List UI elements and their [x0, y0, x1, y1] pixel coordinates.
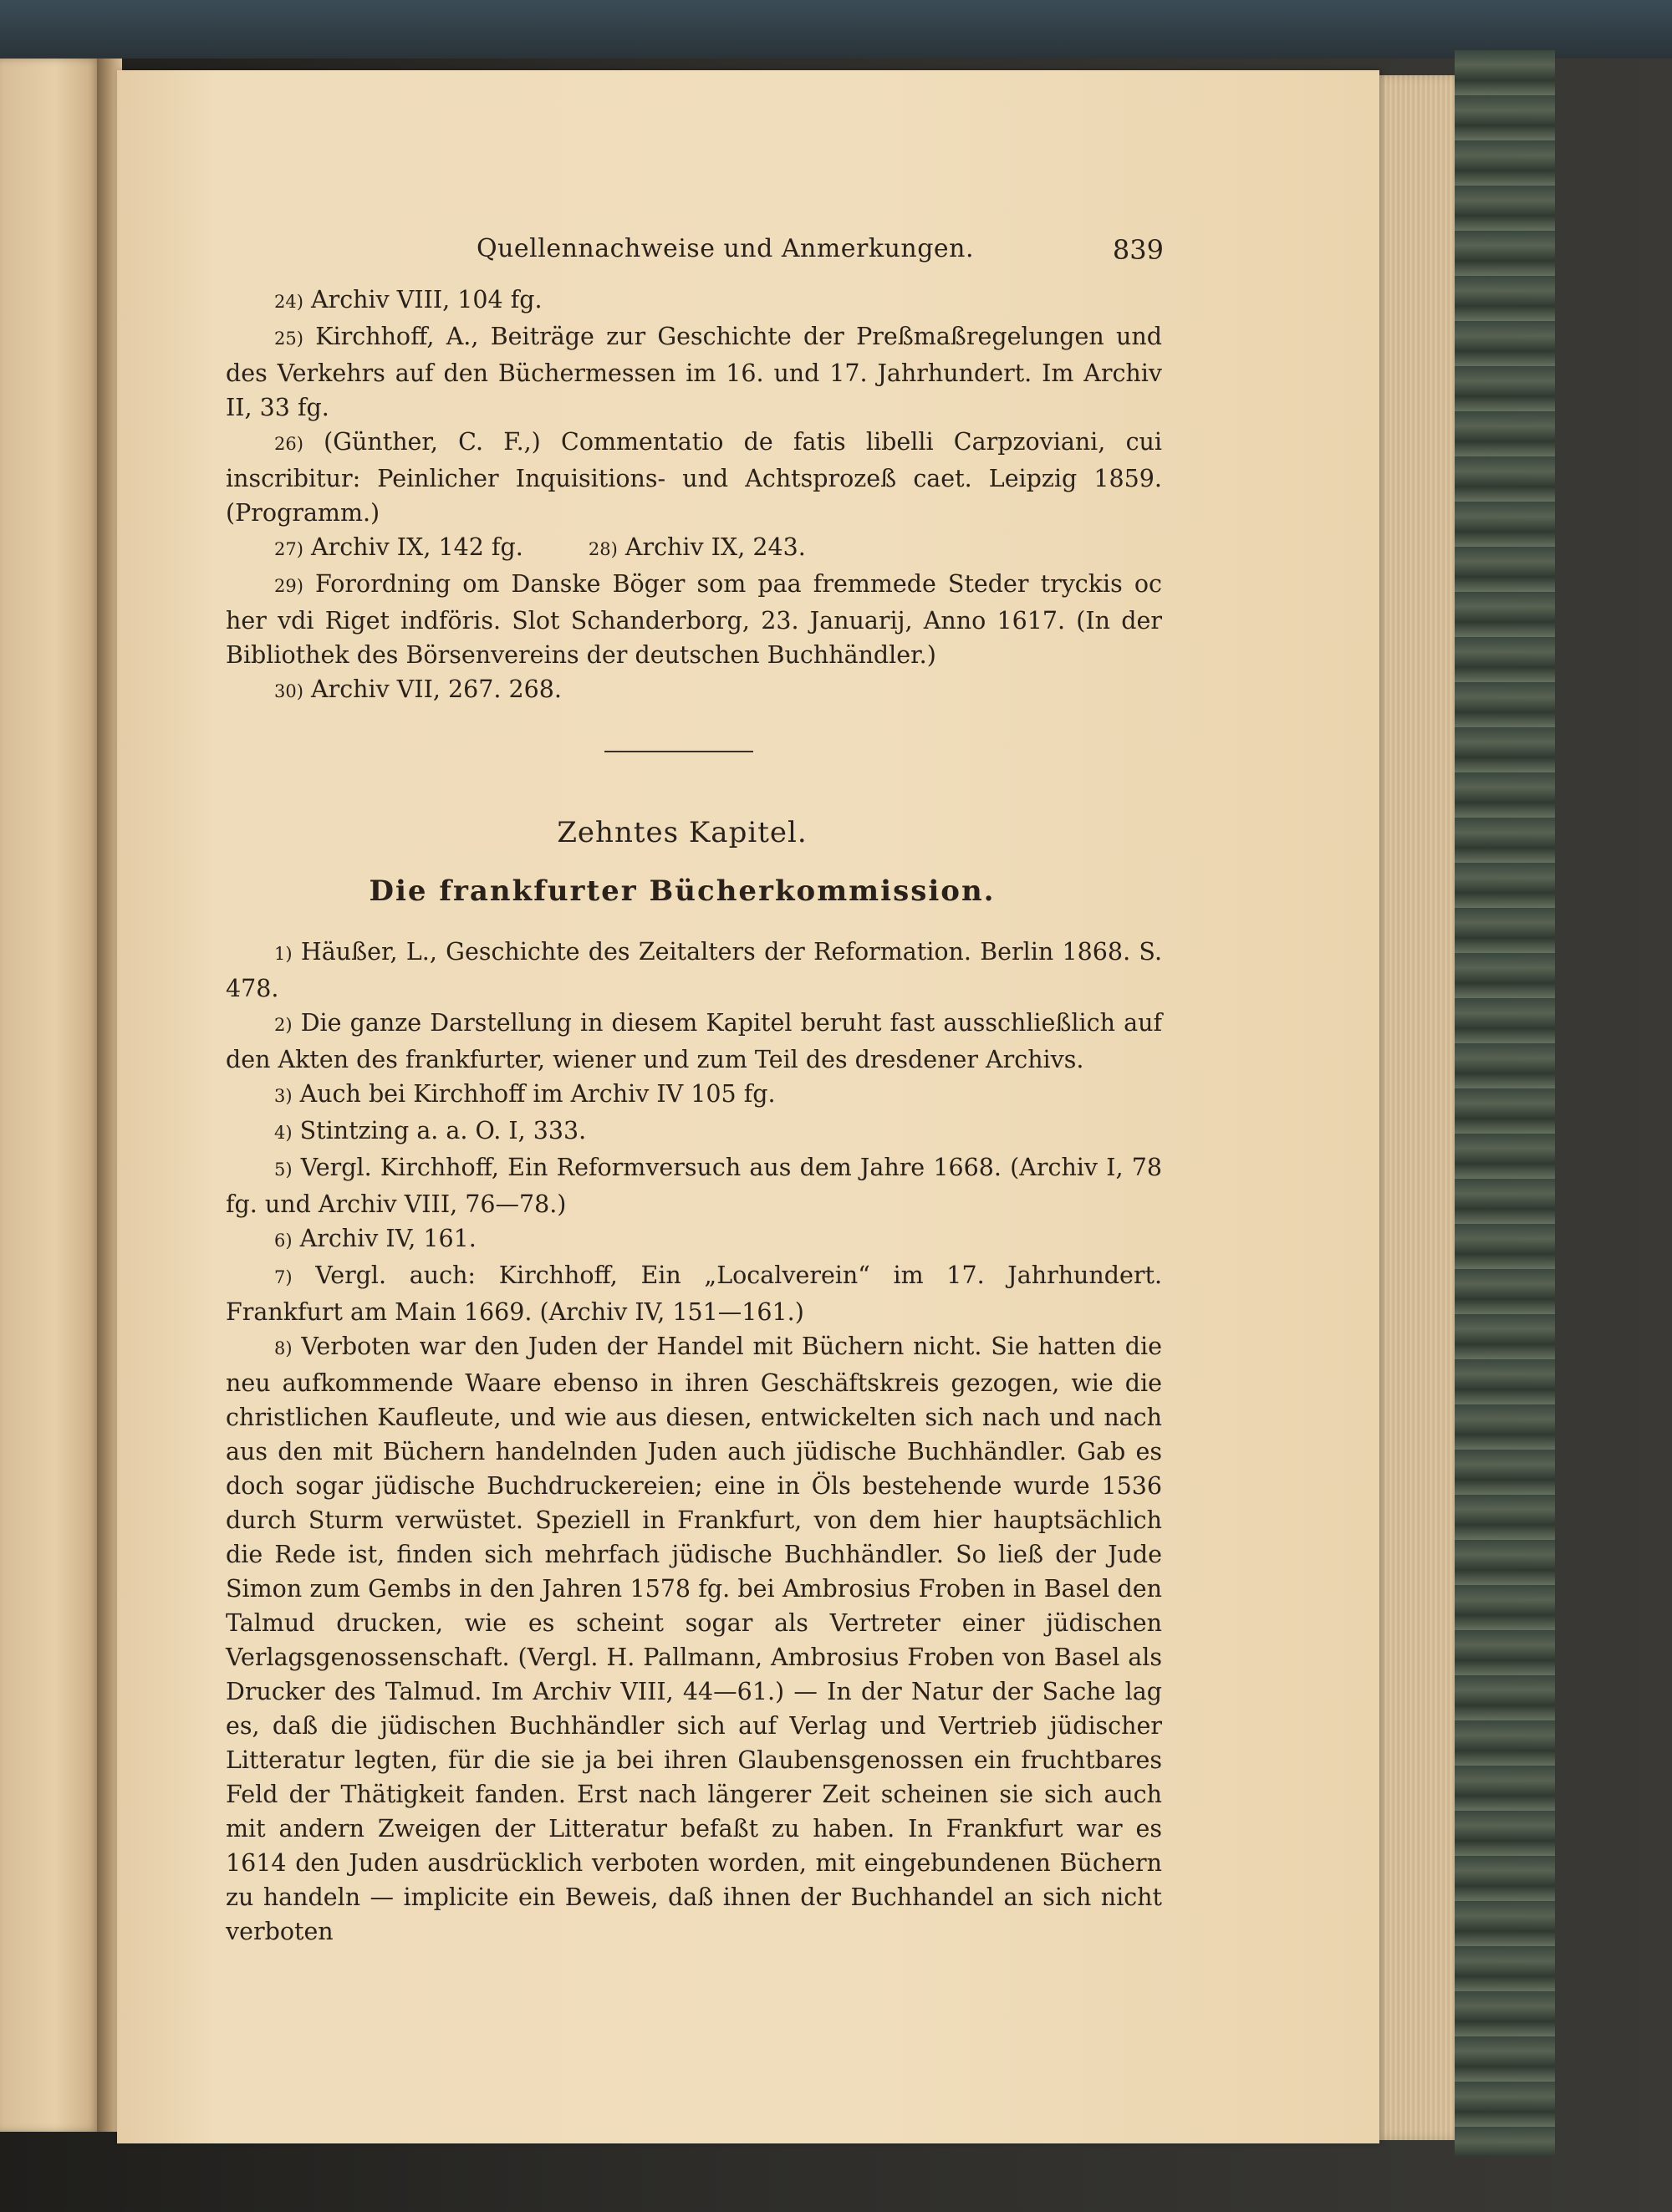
note-26	[226, 425, 1162, 530]
note-24	[226, 283, 1162, 319]
note-text: Verboten war den Juden der Handel mit Büchern nicht. Sie hatten die neu aufkommende Waare ebenso in ihren Geschäftskreis gezogen, wie die christlichen Kaufleute, und wie aus diesen, entwickelten sich nach und nach aus den mit Büchern handelnden Juden auch jüdische Buchhändler. Gab es doch sogar jüdische Buchdruckereien; eine in Öls bestehende wurde 1536 durch Sturm verwüstet. Speziell in Frankfurt, von dem hier hauptsächlich die Rede ist, finden sich mehrfach jüdische Buchhändler. So ließ der Jude Simon zum Gembs in den Jahren 1578 fg. bei Ambrosius Froben in Basel den Talmud drucken, wie es scheint sogar als Vertreter einer jüdischen Verlagsgenossenschaft. (Vergl. H. Pallmann, Ambrosius Froben von Basel als Drucker des Talmud. Im Archiv VIII, 44—61.) — In der Natur der Sache lag es, daß die jüdischen Buchhändler sich auf Verlag und Vertrieb jüdischer Litteratur legten, für die sie ja bei ihren Glaubensgenossen ein fruchtbares Feld der Thätigkeit fanden. Erst nach längerer Zeit scheinen sie sich auch mit andern Zweigen der Litteratur befaßt zu haben. In Frankfurt war es 1614 den Juden ausdrücklich verboten worden, mit eingebundenen Büchern zu handeln — implicite ein Beweis, daß ihnen der Buchhandel an sich nicht verboten	[226, 1333, 1163, 1945]
page-stack-edge	[1371, 75, 1455, 2140]
note-number: 24)	[274, 292, 303, 312]
book-cover-edge	[1455, 50, 1555, 2157]
note-3	[226, 1077, 1162, 1114]
note-number: 30)	[274, 681, 303, 701]
note-number: 1)	[274, 944, 293, 964]
running-head-title: Quellennachweise und Anmerkungen.	[477, 234, 975, 263]
chapter-heading: Zehntes Kapitel.	[557, 816, 808, 849]
note-text: (Günther, C. F.,) Commentatio de fatis libelli Carpzoviani, cui inscribitur: Peinlicher Inquisitions- und Achtsprozeß caet. Leipzig 1859. (Programm.)	[226, 428, 1162, 527]
note-text: Archiv IX, 243.	[624, 533, 806, 561]
note-text: Auch bei Kirchhoff im Archiv IV 105 fg.	[299, 1080, 776, 1108]
note-text: Archiv IX, 142 fg.	[310, 533, 523, 561]
note-30	[226, 672, 1162, 709]
note-number: 5)	[274, 1160, 293, 1180]
note-6	[226, 1221, 1162, 1258]
note-text: Archiv IV, 161.	[299, 1225, 477, 1252]
note-8	[226, 1329, 1162, 1949]
note-text: Häußer, L., Geschichte des Zeitalters der Reformation. Berlin 1868. S. 478.	[226, 938, 1162, 1002]
section-divider	[604, 751, 753, 752]
note-text: Forordning om Danske Böger som paa fremmede Steder tryckis oc her vdi Riget indföris. Slot Schanderborg, 23. Januarij, Anno 1617. (In der Bibliothek des Börsenvereins der deutschen Buchhändler.)	[226, 570, 1162, 669]
note-5	[226, 1150, 1162, 1221]
running-head	[226, 234, 1162, 274]
note-number: 26)	[274, 434, 303, 454]
note-text: Vergl. auch: Kirchhoff, Ein „Localverein“ im 17. Jahrhundert. Frankfurt am Main 1669. (Archiv IV, 151—161.)	[226, 1261, 1162, 1326]
note-1	[226, 935, 1162, 1006]
note-number: 3)	[274, 1086, 293, 1106]
note-number: 8)	[274, 1338, 293, 1358]
note-text: Die ganze Darstellung in diesem Kapitel beruht fast ausschließlich auf den Akten des frankfurter, wiener und zum Teil des dresdener Archivs.	[226, 1009, 1162, 1073]
note-text: Kirchhoff, A., Beiträge zur Geschichte der Preßmaßregelungen und des Verkehrs auf den Büchermessen im 16. und 17. Jahrhundert. Im Archiv II, 33 fg.	[226, 323, 1162, 421]
page-content	[226, 234, 1162, 1949]
note-number: 28)	[588, 539, 618, 559]
book-cover-top	[0, 0, 1672, 59]
note-number: 2)	[274, 1015, 293, 1035]
page-number: 839	[1112, 234, 1164, 266]
note-number: 4)	[274, 1123, 293, 1143]
note-number: 29)	[274, 576, 303, 596]
section-title: Die frankfurter Bücherkommission.	[369, 874, 996, 908]
note-text: Archiv VII, 267. 268.	[310, 675, 562, 703]
note-29	[226, 567, 1162, 672]
note-27-28	[226, 530, 1162, 567]
note-4	[226, 1114, 1162, 1150]
note-number: 27)	[274, 539, 303, 559]
left-page-edge	[0, 59, 100, 2132]
note-7	[226, 1258, 1162, 1329]
note-number: 6)	[274, 1231, 293, 1251]
note-25	[226, 319, 1162, 425]
note-number: 7)	[274, 1267, 293, 1287]
note-2	[226, 1006, 1162, 1077]
note-text: Vergl. Kirchhoff, Ein Reformversuch aus dem Jahre 1668. (Archiv I, 78 fg. und Archiv VIII, 76—78.)	[226, 1154, 1162, 1218]
note-text: Stintzing a. a. O. I, 333.	[299, 1117, 587, 1144]
note-number: 25)	[274, 329, 303, 349]
note-text: Archiv VIII, 104 fg.	[310, 286, 543, 313]
